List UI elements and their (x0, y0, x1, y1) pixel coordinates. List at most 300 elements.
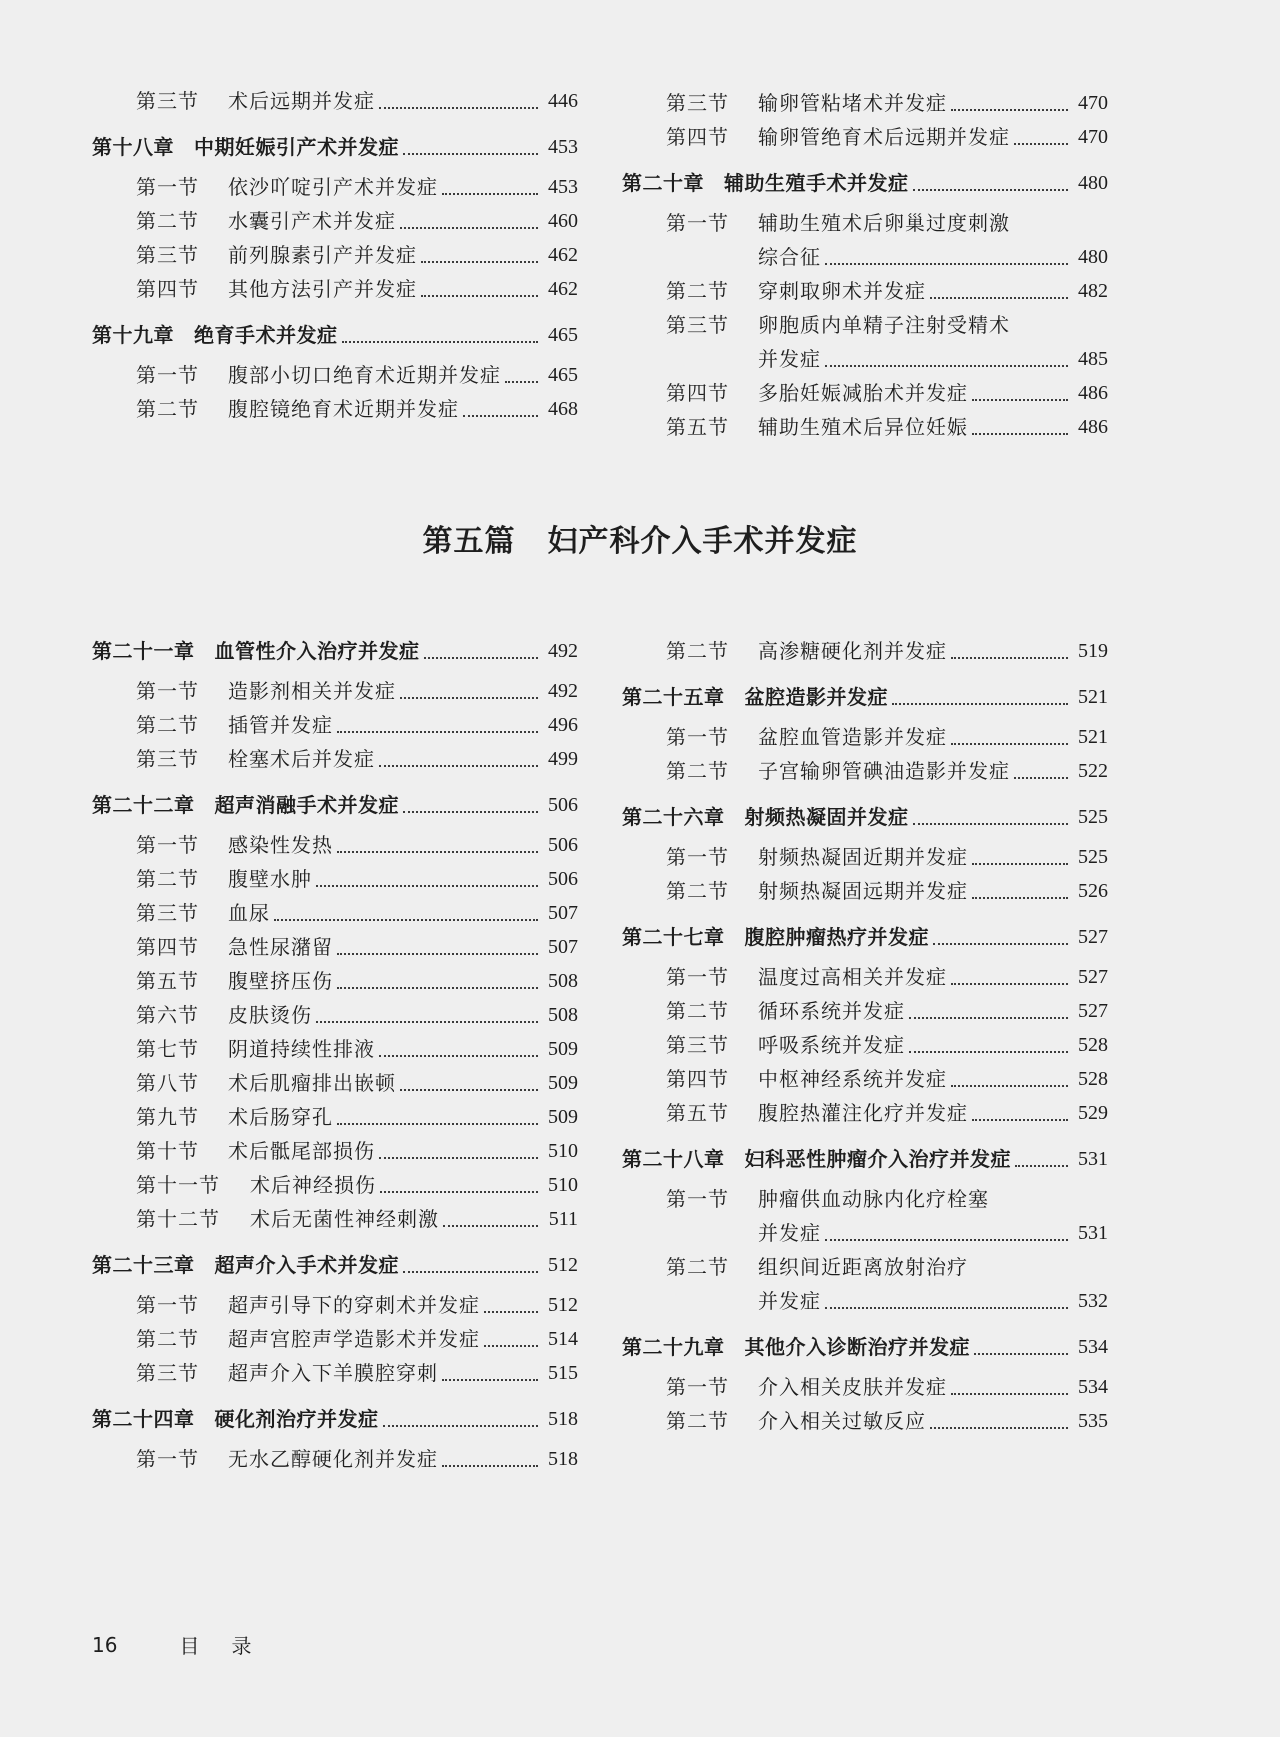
page-number: 525 (1078, 806, 1108, 828)
toc-column-top-right (622, 86, 1108, 444)
toc-section-entry (92, 1168, 578, 1202)
page-number: 528 (1078, 1034, 1108, 1056)
section-number: 第一节 (666, 1187, 729, 1211)
dot-leader (505, 381, 538, 383)
toc-section-entry (92, 204, 578, 238)
chapter-title: 妇科恶性肿瘤介入治疗并发症 (744, 1147, 1011, 1171)
section-title: 腹部小切口绝育术近期并发症 (228, 363, 501, 387)
page-number: 527 (1078, 1000, 1108, 1022)
section-number: 第二节 (666, 279, 729, 303)
section-number: 第二节 (666, 759, 729, 783)
section-title: 插管并发症 (228, 713, 333, 737)
section-title: 术后神经损伤 (250, 1173, 376, 1197)
dot-leader (951, 109, 1068, 111)
toc-section-entry (622, 376, 1108, 410)
section-number: 第一节 (136, 363, 199, 387)
dot-leader (972, 897, 1068, 899)
chapter-number: 第二十章 (622, 171, 704, 195)
section-number: 第三节 (666, 1033, 729, 1057)
page-number: 480 (1078, 246, 1108, 268)
page-number: 482 (1078, 280, 1108, 302)
dot-leader (1014, 143, 1068, 145)
section-title: 术后肌瘤排出嵌顿 (228, 1071, 396, 1095)
chapter-number: 第二十六章 (622, 805, 725, 829)
page-number: 465 (548, 324, 578, 346)
section-number: 第七节 (136, 1037, 199, 1061)
section-title: 无水乙醇硬化剂并发症 (228, 1447, 438, 1471)
page-number: 485 (1078, 348, 1108, 370)
dot-leader (951, 983, 1068, 985)
toc-column-top-left (92, 84, 578, 426)
dot-leader (484, 1345, 538, 1347)
page-number: 470 (1078, 126, 1108, 148)
page-number: 519 (1078, 640, 1108, 662)
section-title: 辅助生殖术后卵巢过度刺激 (758, 211, 1010, 235)
toc-section-entry (622, 410, 1108, 444)
toc-chapter-entry (622, 680, 1108, 714)
page-number: 462 (548, 278, 578, 300)
chapter-number: 第二十三章 (92, 1253, 195, 1277)
toc-section-entry (92, 170, 578, 204)
toc-section-entry (92, 1356, 578, 1390)
section-title: 介入相关皮肤并发症 (758, 1375, 947, 1399)
page-number: 486 (1078, 382, 1108, 404)
page-number: 460 (548, 210, 578, 232)
dot-leader (379, 107, 538, 109)
section-title-continued: 并发症 (758, 1289, 821, 1313)
dot-leader (421, 261, 538, 263)
dot-leader (972, 1119, 1068, 1121)
section-number: 第二节 (136, 713, 199, 737)
dot-leader (909, 1017, 1068, 1019)
toc-section-entry (622, 1028, 1108, 1062)
chapter-title: 绝育手术并发症 (194, 323, 338, 347)
dot-leader (892, 703, 1068, 705)
section-title: 术后无菌性神经刺激 (250, 1207, 439, 1231)
section-title: 腹壁水肿 (228, 867, 312, 891)
page-number: 453 (548, 176, 578, 198)
dot-leader (1014, 777, 1068, 779)
section-number: 第六节 (136, 1003, 199, 1027)
toc-section-entry (622, 86, 1108, 120)
chapter-title: 其他介入诊断治疗并发症 (744, 1335, 970, 1359)
page-number: 535 (1078, 1410, 1108, 1432)
dot-leader (379, 765, 538, 767)
chapter-title: 射频热凝固并发症 (744, 805, 909, 829)
section-number: 第三节 (136, 747, 199, 771)
dot-leader (825, 365, 1068, 367)
section-number: 第五节 (666, 415, 729, 439)
page-number: 525 (1078, 846, 1108, 868)
toc-section-entry (622, 720, 1108, 754)
page-number: 531 (1078, 1222, 1108, 1244)
chapter-number: 第二十一章 (92, 639, 195, 663)
toc-chapter-entry (622, 1330, 1108, 1364)
section-title-continued: 并发症 (758, 347, 821, 371)
toc-section-entry (622, 1182, 1108, 1216)
page-number: 528 (1078, 1068, 1108, 1090)
chapter-title: 超声消融手术并发症 (214, 793, 399, 817)
page-number: 510 (548, 1174, 578, 1196)
chapter-title: 盆腔造影并发症 (744, 685, 888, 709)
dot-leader (400, 227, 538, 229)
dot-leader (403, 811, 538, 813)
toc-section-entry (622, 120, 1108, 154)
section-title: 栓塞术后并发症 (228, 747, 375, 771)
toc-section-entry-continued (622, 240, 1108, 274)
toc-section-entry-continued (622, 1284, 1108, 1318)
toc-chapter-entry (622, 166, 1108, 200)
page-number: 499 (548, 748, 578, 770)
page-number: 453 (548, 136, 578, 158)
section-title: 盆腔血管造影并发症 (758, 725, 947, 749)
section-title: 输卵管绝育术后远期并发症 (758, 125, 1010, 149)
section-number: 第四节 (136, 277, 199, 301)
toc-section-entry (622, 274, 1108, 308)
section-title: 循环系统并发症 (758, 999, 905, 1023)
dot-leader (403, 1271, 538, 1273)
page-number: 534 (1078, 1336, 1108, 1358)
section-title: 温度过高相关并发症 (758, 965, 947, 989)
toc-chapter-entry (92, 788, 578, 822)
section-title: 卵胞质内单精子注射受精术 (758, 313, 1010, 337)
dot-leader (930, 297, 1068, 299)
toc-section-entry (92, 1322, 578, 1356)
page-footer (92, 1630, 283, 1659)
section-number: 第二节 (666, 1255, 729, 1279)
dot-leader (316, 1021, 538, 1023)
part-heading (0, 516, 1280, 560)
dot-leader (972, 433, 1068, 435)
section-title: 射频热凝固远期并发症 (758, 879, 968, 903)
toc-chapter-entry (92, 130, 578, 164)
section-number: 第一节 (666, 725, 729, 749)
section-title: 组织间近距离放射治疗 (758, 1255, 968, 1279)
page-number: 496 (548, 714, 578, 736)
section-number: 第二节 (666, 999, 729, 1023)
dot-leader (274, 919, 538, 921)
page-number: 527 (1078, 926, 1108, 948)
dot-leader (403, 153, 538, 155)
toc-chapter-entry (92, 1402, 578, 1436)
section-number: 第十一节 (136, 1173, 220, 1197)
chapter-title: 硬化剂治疗并发症 (214, 1407, 379, 1431)
section-number: 第八节 (136, 1071, 199, 1095)
dot-leader (316, 885, 538, 887)
chapter-title: 超声介入手术并发症 (214, 1253, 399, 1277)
dot-leader (972, 399, 1068, 401)
section-title: 血尿 (228, 901, 270, 925)
page-number: 480 (1078, 172, 1108, 194)
section-number: 第十二节 (136, 1207, 220, 1231)
page-number: 509 (548, 1072, 578, 1094)
section-title: 超声引导下的穿刺术并发症 (228, 1293, 480, 1317)
toc-section-entry (92, 392, 578, 426)
dot-leader (379, 1157, 538, 1159)
section-number: 第二节 (136, 397, 199, 421)
dot-leader (337, 953, 538, 955)
dot-leader (379, 1055, 538, 1057)
section-number: 第一节 (136, 1447, 199, 1471)
dot-leader (913, 823, 1069, 825)
toc-section-entry (622, 754, 1108, 788)
toc-section-entry (622, 308, 1108, 342)
page-number: 521 (1078, 686, 1108, 708)
page-number: 465 (548, 364, 578, 386)
dot-leader (337, 1123, 538, 1125)
toc-section-entry (92, 272, 578, 306)
section-title: 急性尿潴留 (228, 935, 333, 959)
dot-leader (337, 851, 538, 853)
section-title: 前列腺素引产并发症 (228, 243, 417, 267)
dot-leader (443, 1225, 538, 1227)
page-number: 518 (548, 1448, 578, 1470)
page-number: 510 (548, 1140, 578, 1162)
dot-leader (421, 295, 538, 297)
chapter-number: 第二十七章 (622, 925, 725, 949)
section-number: 第五节 (666, 1101, 729, 1125)
section-title: 介入相关过敏反应 (758, 1409, 926, 1433)
chapter-number: 第二十四章 (92, 1407, 195, 1431)
page-number: 507 (548, 936, 578, 958)
section-number: 第三节 (666, 91, 729, 115)
page-number: 526 (1078, 880, 1108, 902)
page-number: 506 (548, 834, 578, 856)
section-number: 第二节 (136, 1327, 199, 1351)
dot-leader (951, 657, 1068, 659)
chapter-number: 第二十八章 (622, 1147, 725, 1171)
toc-section-entry (622, 1096, 1108, 1130)
dot-leader (913, 189, 1069, 191)
dot-leader (909, 1051, 1068, 1053)
toc-chapter-entry (92, 634, 578, 668)
page-number: 492 (548, 680, 578, 702)
toc-section-entry (92, 1442, 578, 1476)
section-number: 第二节 (666, 639, 729, 663)
section-title: 皮肤烫伤 (228, 1003, 312, 1027)
dot-leader (930, 1427, 1068, 1429)
toc-section-entry (92, 1202, 578, 1236)
page-number: 506 (548, 794, 578, 816)
section-title: 依沙吖啶引产术并发症 (228, 175, 438, 199)
page-number: 521 (1078, 726, 1108, 748)
section-number: 第九节 (136, 1105, 199, 1129)
dot-leader (400, 1089, 538, 1091)
section-title: 呼吸系统并发症 (758, 1033, 905, 1057)
toc-chapter-entry (622, 1142, 1108, 1176)
section-number: 第一节 (136, 833, 199, 857)
toc-column-bottom-left (92, 634, 578, 1476)
page-number: 514 (548, 1328, 578, 1350)
section-number: 第一节 (136, 175, 199, 199)
toc-section-entry (92, 358, 578, 392)
page-number: 462 (548, 244, 578, 266)
section-number: 第一节 (136, 1293, 199, 1317)
chapter-number: 第二十二章 (92, 793, 195, 817)
toc-section-entry-continued (622, 1216, 1108, 1250)
page-number: 522 (1078, 760, 1108, 782)
dot-leader (972, 863, 1068, 865)
page-number: 531 (1078, 1148, 1108, 1170)
toc-section-entry (92, 828, 578, 862)
dot-leader (442, 1379, 538, 1381)
section-title-continued: 并发症 (758, 1221, 821, 1245)
section-title: 水囊引产术并发症 (228, 209, 396, 233)
dot-leader (1015, 1165, 1068, 1167)
page-number: 512 (548, 1254, 578, 1276)
toc-section-entry (92, 1032, 578, 1066)
section-number: 第三节 (136, 243, 199, 267)
toc-section-entry (92, 998, 578, 1032)
toc-section-entry (622, 874, 1108, 908)
section-title: 多胎妊娠减胎术并发症 (758, 381, 968, 405)
toc-section-entry (92, 674, 578, 708)
section-title: 术后骶尾部损伤 (228, 1139, 375, 1163)
page-number: 509 (548, 1106, 578, 1128)
toc-section-entry (622, 634, 1108, 668)
page-number: 527 (1078, 966, 1108, 988)
dot-leader (825, 1307, 1068, 1309)
toc-section-entry (622, 1370, 1108, 1404)
chapter-number: 第二十五章 (622, 685, 725, 709)
dot-leader (337, 987, 538, 989)
chapter-title: 腹腔肿瘤热疗并发症 (744, 925, 929, 949)
toc-section-entry (92, 1288, 578, 1322)
toc-section-entry (92, 1100, 578, 1134)
section-title: 子宫输卵管碘油造影并发症 (758, 759, 1010, 783)
section-title: 超声介入下羊膜腔穿刺 (228, 1361, 438, 1385)
toc-section-entry (92, 708, 578, 742)
page-number: 532 (1078, 1290, 1108, 1312)
section-number: 第二节 (666, 879, 729, 903)
dot-leader (383, 1425, 539, 1427)
section-title: 腹腔热灌注化疗并发症 (758, 1101, 968, 1125)
section-title: 造影剂相关并发症 (228, 679, 396, 703)
toc-section-entry (622, 1062, 1108, 1096)
page-number: 508 (548, 970, 578, 992)
page-number: 506 (548, 868, 578, 890)
page-number: 515 (548, 1362, 578, 1384)
section-title: 穿刺取卵术并发症 (758, 279, 926, 303)
section-number: 第三节 (136, 89, 199, 113)
section-number: 第一节 (666, 1375, 729, 1399)
toc-section-entry (92, 862, 578, 896)
dot-leader (342, 341, 539, 343)
section-title: 肿瘤供血动脉内化疗栓塞 (758, 1187, 989, 1211)
chapter-number: 第十八章 (92, 135, 174, 159)
dot-leader (400, 697, 538, 699)
toc-chapter-entry (92, 1248, 578, 1282)
page-number: 529 (1078, 1102, 1108, 1124)
dot-leader (337, 731, 538, 733)
toc-section-entry (92, 964, 578, 998)
section-number: 第四节 (136, 935, 199, 959)
dot-leader (424, 657, 539, 659)
toc-section-entry (92, 896, 578, 930)
section-number: 第一节 (136, 679, 199, 703)
page-number: 486 (1078, 416, 1108, 438)
section-number: 第三节 (136, 1361, 199, 1385)
toc-section-entry-continued (622, 342, 1108, 376)
section-title: 术后远期并发症 (228, 89, 375, 113)
dot-leader (442, 193, 538, 195)
section-number: 第十节 (136, 1139, 199, 1163)
dot-leader (463, 415, 538, 417)
dot-leader (951, 743, 1068, 745)
section-number: 第五节 (136, 969, 199, 993)
section-number: 第四节 (666, 1067, 729, 1091)
section-title: 超声宫腔声学造影术并发症 (228, 1327, 480, 1351)
section-number: 第四节 (666, 125, 729, 149)
dot-leader (825, 263, 1068, 265)
section-title: 其他方法引产并发症 (228, 277, 417, 301)
dot-leader (380, 1191, 538, 1193)
toc-section-entry (622, 960, 1108, 994)
dot-leader (825, 1239, 1068, 1241)
page-number: 518 (548, 1408, 578, 1430)
section-title: 射频热凝固近期并发症 (758, 845, 968, 869)
dot-leader (951, 1393, 1068, 1395)
page-number: 468 (548, 398, 578, 420)
section-title: 阴道持续性排液 (228, 1037, 375, 1061)
section-title: 输卵管粘堵术并发症 (758, 91, 947, 115)
page-number: 470 (1078, 92, 1108, 114)
section-title: 感染性发热 (228, 833, 333, 857)
toc-section-entry (92, 238, 578, 272)
section-title: 腹壁挤压伤 (228, 969, 333, 993)
chapter-title: 辅助生殖手术并发症 (724, 171, 909, 195)
toc-column-bottom-right (622, 634, 1108, 1438)
page-number: 446 (548, 90, 578, 112)
toc-section-entry (92, 742, 578, 776)
toc-section-entry (92, 1134, 578, 1168)
dot-leader (484, 1311, 538, 1313)
section-number: 第一节 (666, 211, 729, 235)
footer-label: 目录 (179, 1634, 284, 1658)
section-number: 第二节 (136, 209, 199, 233)
section-title: 高渗糖硬化剂并发症 (758, 639, 947, 663)
toc-section-entry (92, 930, 578, 964)
toc-section-entry (622, 840, 1108, 874)
toc-section-entry (92, 1066, 578, 1100)
section-number: 第二节 (136, 867, 199, 891)
section-number: 第一节 (666, 845, 729, 869)
toc-section-entry (622, 1404, 1108, 1438)
section-title: 中枢神经系统并发症 (758, 1067, 947, 1091)
chapter-number: 第十九章 (92, 323, 174, 347)
toc-section-entry (622, 206, 1108, 240)
toc-section-entry (622, 1250, 1108, 1284)
section-number: 第四节 (666, 381, 729, 405)
section-title-continued: 综合征 (758, 245, 821, 269)
chapter-number: 第二十九章 (622, 1335, 725, 1359)
section-number: 第一节 (666, 965, 729, 989)
dot-leader (974, 1353, 1068, 1355)
page-number: 534 (1078, 1376, 1108, 1398)
section-number: 第二节 (666, 1409, 729, 1433)
section-number: 第三节 (666, 313, 729, 337)
dot-leader (951, 1085, 1068, 1087)
page-number: 512 (548, 1294, 578, 1316)
section-title: 腹腔镜绝育术近期并发症 (228, 397, 459, 421)
chapter-title: 中期妊娠引产术并发症 (194, 135, 399, 159)
toc-chapter-entry (622, 920, 1108, 954)
toc-chapter-entry (622, 800, 1108, 834)
page-number: 492 (548, 640, 578, 662)
dot-leader (933, 943, 1068, 945)
part-title: 妇产科介入手术并发症 (547, 524, 858, 559)
part-number: 第五篇 (422, 524, 516, 559)
